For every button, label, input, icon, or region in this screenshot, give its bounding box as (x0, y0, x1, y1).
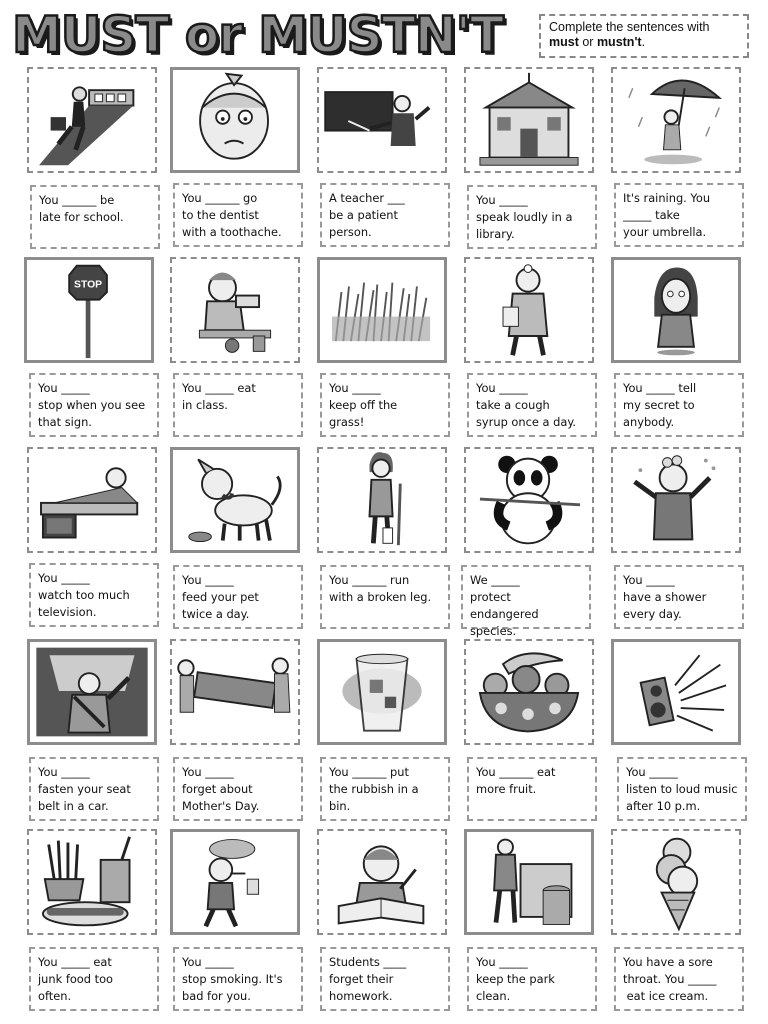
doctor-icon (464, 257, 594, 363)
grass-icon (317, 257, 447, 363)
park-cleaner-icon (464, 829, 594, 935)
sentence-19: You ______ eat more fruit. (467, 757, 597, 821)
sentence-2: You ______ go to the dentist with a toothache. (173, 183, 303, 247)
instructions-box (539, 14, 749, 58)
dog-icon (170, 447, 300, 553)
loud-speaker-icon (611, 639, 741, 745)
sentence-7: You _____ eat in class. (173, 373, 303, 437)
sentence-11: You _____ watch too much television. (29, 563, 159, 627)
homework-boy-icon (317, 829, 447, 935)
panda-icon (464, 447, 594, 553)
sentence-23: Students ____ forget their homework. (320, 947, 450, 1011)
sentence-9: You _____ take a cough syrup once a day. (467, 373, 597, 437)
car-seatbelt-icon (27, 639, 157, 745)
shower-boy-icon (611, 447, 741, 553)
sentence-17: You _____ forget about Mother's Day. (173, 757, 303, 821)
toothache-icon (170, 67, 300, 173)
stop-sign-icon (24, 257, 154, 363)
sentence-16: You _____ fasten your seat belt in a car. (29, 757, 159, 821)
sentence-21: You _____ eat junk food too often. (29, 947, 159, 1011)
instructions-end: . (641, 35, 646, 49)
svg-text:STOP: STOP (74, 279, 103, 291)
secret-girl-icon (611, 257, 741, 363)
page-title: MUST or MUSTN'T (12, 6, 504, 64)
sentence-13: You ______ run with a broken leg. (320, 565, 450, 629)
sentence-8: You _____ keep off the grass! (320, 373, 450, 437)
instructions-line: Complete the sentences with (549, 20, 710, 34)
sentence-22: You _____ stop smoking. It's bad for you. (173, 947, 303, 1011)
ice-cream-icon (611, 829, 741, 935)
rubbish-bin-icon (317, 639, 447, 745)
sentence-1: You ______ be late for school. (30, 185, 160, 249)
sentence-6: You _____ stop when you see that sign. (29, 373, 159, 437)
library-icon (464, 67, 594, 173)
sentence-25: You have a sore throat. You _____ eat ice cream. (614, 947, 744, 1011)
sentence-20: You _____ listen to loud music after 10 p.m. (617, 757, 747, 821)
sentence-4: You _____ speak loudly in a library. (467, 185, 597, 249)
crutch-girl-icon (317, 447, 447, 553)
teacher-icon (317, 67, 447, 173)
sentence-18: You ______ put the rubbish in a bin. (320, 757, 450, 821)
word-or: or (578, 35, 597, 49)
sentence-15: You _____ have a shower every day. (614, 565, 744, 629)
mothers-day-icon (170, 639, 300, 745)
word-mustnt: mustn't (596, 35, 642, 49)
tv-boy-icon (27, 447, 157, 553)
fruit-bowl-icon (464, 639, 594, 745)
junk-food-icon (27, 829, 157, 935)
sentence-3: A teacher ___ be a patient person. (320, 183, 450, 247)
smoking-man-icon (170, 829, 300, 935)
word-must: must (549, 35, 579, 49)
sentence-14: We _____ protect endangered species. (461, 565, 591, 629)
sentence-5: It's raining. You _____ take your umbrella. (614, 183, 744, 247)
eating-boy-icon (170, 257, 300, 363)
sentence-24: You _____ keep the park clean. (467, 947, 597, 1011)
rain-umbrella-icon (611, 67, 741, 173)
sentence-12: You _____ feed your pet twice a day. (173, 565, 303, 629)
sentence-10: You _____ tell my secret to anybody. (614, 373, 744, 437)
late-runner-icon (27, 67, 157, 173)
